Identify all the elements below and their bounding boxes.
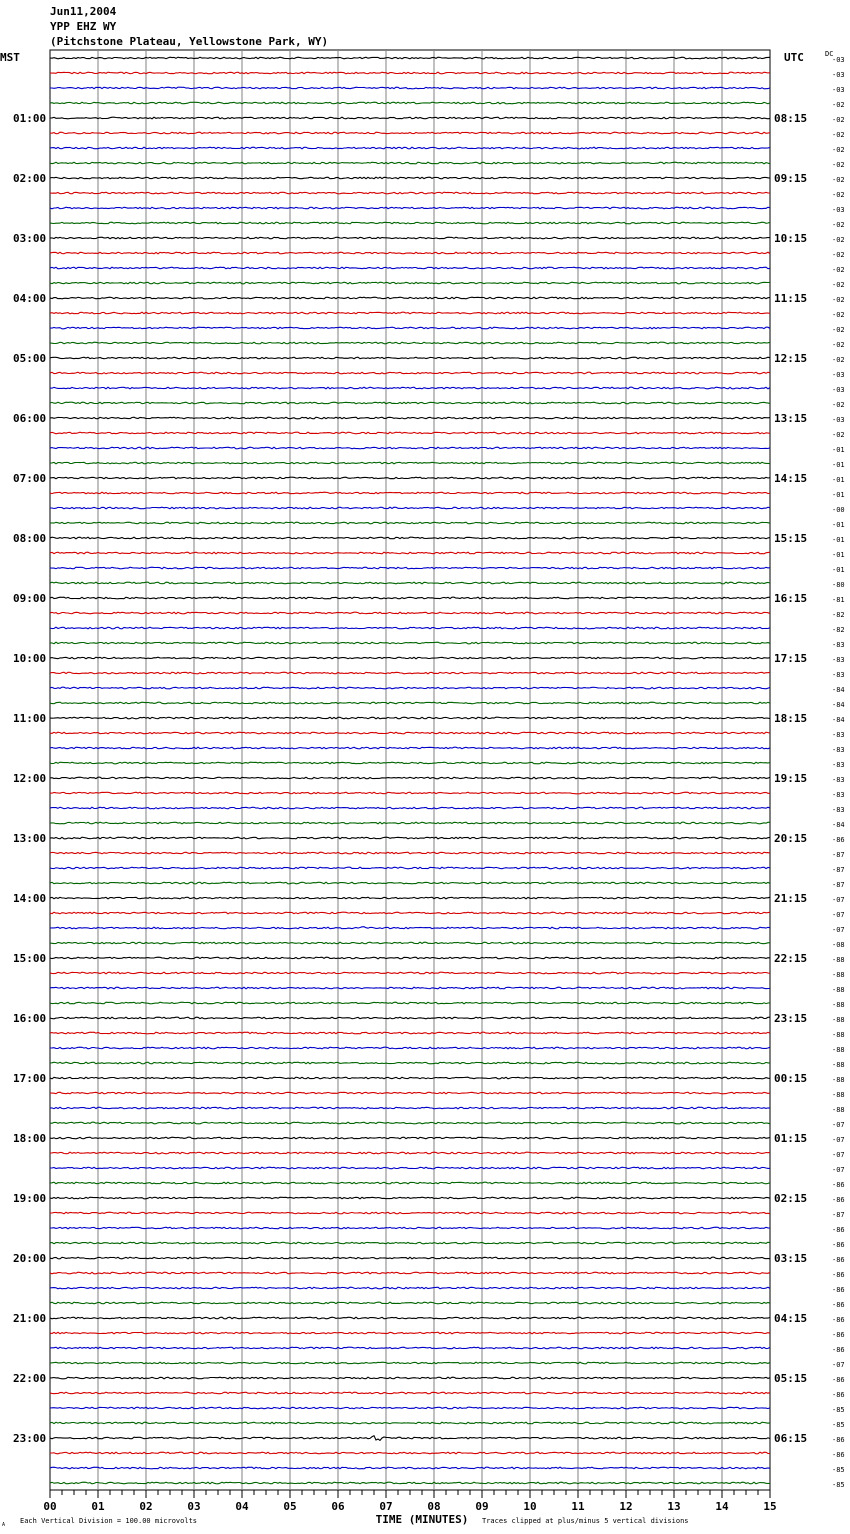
trace-94 [50, 1467, 770, 1469]
left-hour-label: 20:00 [13, 1252, 47, 1265]
trace-90 [50, 1407, 770, 1409]
trace-95 [50, 1482, 770, 1484]
trace-13 [50, 252, 770, 254]
trace-17 [50, 312, 770, 314]
trace-79 [50, 1242, 770, 1244]
trace-42 [50, 687, 770, 689]
dc-offset-label-93: -86 [832, 1451, 845, 1459]
x-tick-label: 03 [187, 1500, 201, 1513]
x-tick-label: 15 [763, 1500, 777, 1513]
dc-offset-label-45: -83 [832, 731, 845, 739]
right-hour-label: 05:15 [774, 1372, 808, 1385]
vertical-division-note: Each Vertical Division = 100.00 microvolts [20, 1517, 198, 1525]
trace-4 [50, 117, 770, 119]
trace-10 [50, 207, 770, 209]
right-hour-label: 22:15 [774, 952, 808, 965]
dc-offset-label-30: -00 [832, 506, 845, 514]
x-tick-label: 10 [523, 1500, 537, 1513]
dc-offset-label-29: -01 [832, 491, 845, 499]
trace-62 [50, 987, 770, 989]
trace-6 [50, 147, 770, 149]
dc-offset-label-79: -86 [832, 1241, 845, 1249]
right-hour-label: 16:15 [774, 592, 808, 605]
right-hour-label: 12:15 [774, 352, 808, 365]
trace-14 [50, 267, 770, 269]
trace-34 [50, 567, 770, 569]
corner-mark: A [2, 1522, 6, 1528]
dc-offset-label-40: -83 [832, 656, 845, 664]
trace-28 [50, 477, 770, 479]
left-hour-label: 03:00 [13, 232, 47, 245]
trace-29 [50, 492, 770, 494]
left-hour-label: 10:00 [13, 652, 47, 665]
dc-offset-label-91: -85 [832, 1421, 845, 1429]
x-tick-label: 14 [715, 1500, 729, 1513]
trace-21 [50, 372, 770, 374]
trace-68 [50, 1077, 770, 1079]
x-tick-label: 08 [427, 1500, 441, 1513]
trace-75 [50, 1182, 770, 1184]
dc-offset-label-86: -86 [832, 1346, 845, 1354]
left-hour-label: 11:00 [13, 712, 47, 725]
dc-offset-label-19: -02 [832, 341, 845, 349]
right-hour-label: 14:15 [774, 472, 808, 485]
trace-57 [50, 912, 770, 914]
dc-offset-label-82: -86 [832, 1286, 845, 1294]
dc-offset-label-53: -87 [832, 851, 845, 859]
x-axis-title: TIME (MINUTES) [375, 1513, 469, 1526]
x-tick-label: 04 [235, 1500, 249, 1513]
dc-offset-label-73: -07 [832, 1151, 845, 1159]
dc-offset-label-20: -02 [832, 356, 845, 364]
dc-offset-label-94: -85 [832, 1466, 845, 1474]
trace-64 [50, 1017, 770, 1019]
dc-offset-label-62: -88 [832, 986, 845, 994]
trace-7 [50, 162, 770, 164]
trace-84 [50, 1317, 770, 1319]
trace-78 [50, 1227, 770, 1229]
dc-offset-label-66: -88 [832, 1046, 845, 1054]
dc-offset-label-61: -88 [832, 971, 845, 979]
clipping-note: Traces clipped at plus/minus 5 vertical divisions [482, 1517, 689, 1525]
dc-offset-label-76: -86 [832, 1196, 845, 1204]
left-hour-label: 01:00 [13, 112, 47, 125]
trace-31 [50, 522, 770, 524]
dc-offset-label-44: -84 [832, 716, 845, 724]
trace-53 [50, 852, 770, 854]
dc-offset-label-77: -87 [832, 1211, 845, 1219]
dc-offset-label-90: -85 [832, 1406, 845, 1414]
trace-89 [50, 1392, 770, 1394]
dc-offset-label-71: -07 [832, 1121, 845, 1129]
trace-56 [50, 897, 770, 899]
trace-86 [50, 1347, 770, 1349]
left-hour-label: 18:00 [13, 1132, 47, 1145]
dc-offset-label-48: -83 [832, 776, 845, 784]
dc-offset-label-33: -01 [832, 551, 845, 559]
dc-offset-label-35: -80 [832, 581, 845, 589]
x-tick-label: 12 [619, 1500, 633, 1513]
trace-16 [50, 297, 770, 299]
trace-77 [50, 1212, 770, 1214]
x-tick-label: 05 [283, 1500, 297, 1513]
trace-5 [50, 132, 770, 134]
trace-81 [50, 1272, 770, 1274]
left-hour-label: 12:00 [13, 772, 47, 785]
dc-offset-label-31: -01 [832, 521, 845, 529]
dc-offset-label-69: -88 [832, 1091, 845, 1099]
right-hour-label: 08:15 [774, 112, 808, 125]
trace-74 [50, 1167, 770, 1169]
dc-offset-label-42: -84 [832, 686, 845, 694]
trace-20 [50, 357, 770, 359]
trace-50 [50, 807, 770, 809]
left-hour-label: 19:00 [13, 1192, 47, 1205]
dc-offset-label-65: -88 [832, 1031, 845, 1039]
dc-offset-label-12: -02 [832, 236, 845, 244]
trace-55 [50, 882, 770, 884]
right-hour-label: 13:15 [774, 412, 808, 425]
dc-offset-label-85: -86 [832, 1331, 845, 1339]
trace-46 [50, 747, 770, 749]
x-tick-label: 13 [667, 1500, 681, 1513]
trace-51 [50, 822, 770, 824]
x-tick-label: 06 [331, 1500, 345, 1513]
trace-76 [50, 1197, 770, 1199]
right-hour-label: 17:15 [774, 652, 808, 665]
trace-3 [50, 102, 770, 104]
trace-48 [50, 777, 770, 779]
dc-offset-label-41: -83 [832, 671, 845, 679]
trace-33 [50, 552, 770, 554]
x-tick-label: 00 [43, 1500, 57, 1513]
trace-22 [50, 387, 770, 389]
dc-offset-label-72: -07 [832, 1136, 845, 1144]
dc-offset-label-52: -86 [832, 836, 845, 844]
dc-offset-label-95: -85 [832, 1481, 845, 1489]
trace-88 [50, 1377, 770, 1379]
right-hour-label: 02:15 [774, 1192, 808, 1205]
trace-0 [50, 57, 770, 59]
trace-1 [50, 72, 770, 74]
trace-71 [50, 1122, 770, 1124]
right-hour-label: 23:15 [774, 1012, 808, 1025]
trace-83 [50, 1302, 770, 1304]
right-hour-label: 11:15 [774, 292, 808, 305]
trace-61 [50, 972, 770, 974]
trace-23 [50, 402, 770, 404]
right-hour-label: 04:15 [774, 1312, 808, 1325]
station-location: (Pitchstone Plateau, Yellowstone Park, WY) [50, 35, 329, 48]
dc-offset-label-80: -86 [832, 1256, 845, 1264]
trace-93 [50, 1452, 770, 1454]
dc-offset-label-43: -84 [832, 701, 845, 709]
dc-offset-label-63: -88 [832, 1001, 845, 1009]
dc-offset-label-8: -02 [832, 176, 845, 184]
dc-offset-label-16: -02 [832, 296, 845, 304]
dc-offset-label-59: -08 [832, 941, 845, 949]
dc-offset-label-37: -82 [832, 611, 845, 619]
dc-offset-label-68: -88 [832, 1076, 845, 1084]
dc-offset-label-27: -01 [832, 461, 845, 469]
trace-24 [50, 417, 770, 419]
trace-66 [50, 1047, 770, 1049]
right-hour-label: 21:15 [774, 892, 808, 905]
dc-offset-label-75: -86 [832, 1181, 845, 1189]
left-hour-label: 02:00 [13, 172, 47, 185]
trace-38 [50, 627, 770, 629]
dc-offset-label-70: -88 [832, 1106, 845, 1114]
dc-offset-label-49: -83 [832, 791, 845, 799]
dc-offset-label-26: -01 [832, 446, 845, 454]
dc-offset-label-89: -86 [832, 1391, 845, 1399]
trace-40 [50, 657, 770, 659]
dc-offset-label-84: -86 [832, 1316, 845, 1324]
dc-offset-label-57: -07 [832, 911, 845, 919]
trace-18 [50, 327, 770, 329]
dc-offset-label-22: -03 [832, 386, 845, 394]
dc-offset-label-47: -83 [832, 761, 845, 769]
dc-offset-label-51: -84 [832, 821, 845, 829]
trace-25 [50, 432, 770, 434]
dc-offset-label-9: -02 [832, 191, 845, 199]
dc-offset-label-2: -03 [832, 86, 845, 94]
left-hour-label: 22:00 [13, 1372, 47, 1385]
dc-offset-label-6: -02 [832, 146, 845, 154]
dc-offset-label-92: -86 [832, 1436, 845, 1444]
station-code: YPP EHZ WY [50, 20, 117, 33]
dc-offset-label-88: -86 [832, 1376, 845, 1384]
left-hour-label: 15:00 [13, 952, 47, 965]
trace-37 [50, 612, 770, 614]
right-hour-label: 00:15 [774, 1072, 808, 1085]
dc-offset-label-7: -02 [832, 161, 845, 169]
trace-54 [50, 867, 770, 869]
trace-30 [50, 507, 770, 509]
record-date: Jun11,2004 [50, 5, 117, 18]
dc-offset-label-83: -86 [832, 1301, 845, 1309]
left-hour-label: 04:00 [13, 292, 47, 305]
dc-offset-label-13: -02 [832, 251, 845, 259]
trace-82 [50, 1287, 770, 1289]
left-hour-label: 09:00 [13, 592, 47, 605]
dc-offset-label-55: -87 [832, 881, 845, 889]
right-hour-label: 01:15 [774, 1132, 808, 1145]
trace-35 [50, 582, 770, 584]
right-hour-label: 15:15 [774, 532, 808, 545]
left-hour-label: 07:00 [13, 472, 47, 485]
trace-45 [50, 732, 770, 734]
dc-offset-label-1: -03 [832, 71, 845, 79]
trace-12 [50, 237, 770, 239]
trace-11 [50, 222, 770, 224]
dc-offset-label-81: -86 [832, 1271, 845, 1279]
trace-19 [50, 342, 770, 344]
dc-offset-label-46: -83 [832, 746, 845, 754]
right-hour-label: 06:15 [774, 1432, 808, 1445]
dc-offset-label-36: -81 [832, 596, 845, 604]
dc-offset-label-10: -03 [832, 206, 845, 214]
dc-offset-label-64: -88 [832, 1016, 845, 1024]
dc-offset-label-23: -02 [832, 401, 845, 409]
dc-offset-label-58: -07 [832, 926, 845, 934]
trace-87 [50, 1362, 770, 1364]
left-hour-label: 06:00 [13, 412, 47, 425]
dc-offset-label-24: -03 [832, 416, 845, 424]
x-tick-label: 01 [91, 1500, 105, 1513]
dc-offset-label-54: -87 [832, 866, 845, 874]
trace-9 [50, 192, 770, 194]
dc-offset-label-56: -07 [832, 896, 845, 904]
left-timezone-label: MST [0, 51, 20, 64]
trace-72 [50, 1137, 770, 1139]
dc-offset-label-87: -07 [832, 1361, 845, 1369]
dc-offset-label-17: -02 [832, 311, 845, 319]
dc-offset-label-4: -02 [832, 116, 845, 124]
left-hour-label: 23:00 [13, 1432, 47, 1445]
trace-15 [50, 282, 770, 284]
trace-85 [50, 1332, 770, 1334]
trace-43 [50, 702, 770, 704]
left-hour-label: 17:00 [13, 1072, 47, 1085]
trace-60 [50, 957, 770, 959]
trace-39 [50, 642, 770, 644]
trace-59 [50, 942, 770, 944]
left-hour-label: 14:00 [13, 892, 47, 905]
trace-49 [50, 792, 770, 794]
left-hour-label: 08:00 [13, 532, 47, 545]
trace-52 [50, 837, 770, 839]
dc-offset-label-21: -03 [832, 371, 845, 379]
left-hour-label: 13:00 [13, 832, 47, 845]
left-hour-label: 21:00 [13, 1312, 47, 1325]
x-tick-label: 02 [139, 1500, 153, 1513]
trace-67 [50, 1062, 770, 1064]
trace-26 [50, 447, 770, 449]
trace-44 [50, 717, 770, 719]
x-tick-label: 07 [379, 1500, 393, 1513]
right-timezone-label: UTC [784, 51, 804, 64]
trace-32 [50, 537, 770, 539]
trace-80 [50, 1257, 770, 1259]
right-hour-label: 19:15 [774, 772, 808, 785]
trace-2 [50, 87, 770, 89]
trace-58 [50, 927, 770, 929]
dc-offset-label-38: -82 [832, 626, 845, 634]
trace-36 [50, 597, 770, 599]
right-hour-label: 03:15 [774, 1252, 808, 1265]
right-hour-label: 10:15 [774, 232, 808, 245]
dc-offset-label-32: -01 [832, 536, 845, 544]
dc-offset-label-0: -03 [832, 56, 845, 64]
right-hour-label: 09:15 [774, 172, 808, 185]
trace-27 [50, 462, 770, 464]
dc-offset-label-78: -86 [832, 1226, 845, 1234]
dc-column-label: DC [825, 50, 834, 58]
left-hour-label: 05:00 [13, 352, 47, 365]
dc-offset-label-11: -02 [832, 221, 845, 229]
right-hour-label: 18:15 [774, 712, 808, 725]
dc-offset-label-67: -88 [832, 1061, 845, 1069]
trace-73 [50, 1152, 770, 1154]
dc-offset-label-74: -07 [832, 1166, 845, 1174]
dc-offset-label-34: -01 [832, 566, 845, 574]
left-hour-label: 16:00 [13, 1012, 47, 1025]
dc-offset-label-18: -02 [832, 326, 845, 334]
x-tick-label: 11 [571, 1500, 585, 1513]
dc-offset-label-25: -02 [832, 431, 845, 439]
dc-offset-label-39: -83 [832, 641, 845, 649]
dc-offset-label-50: -83 [832, 806, 845, 814]
x-tick-label: 09 [475, 1500, 489, 1513]
trace-63 [50, 1002, 770, 1004]
dc-offset-label-5: -02 [832, 131, 845, 139]
dc-offset-label-14: -02 [832, 266, 845, 274]
dc-offset-label-15: -02 [832, 281, 845, 289]
trace-70 [50, 1107, 770, 1109]
trace-69 [50, 1092, 770, 1094]
trace-91 [50, 1422, 770, 1424]
trace-41 [50, 672, 770, 674]
dc-offset-label-60: -88 [832, 956, 845, 964]
dc-offset-label-28: -01 [832, 476, 845, 484]
trace-8 [50, 177, 770, 179]
trace-92 [50, 1436, 770, 1441]
dc-offset-label-3: -02 [832, 101, 845, 109]
trace-47 [50, 762, 770, 764]
trace-65 [50, 1032, 770, 1034]
right-hour-label: 20:15 [774, 832, 808, 845]
